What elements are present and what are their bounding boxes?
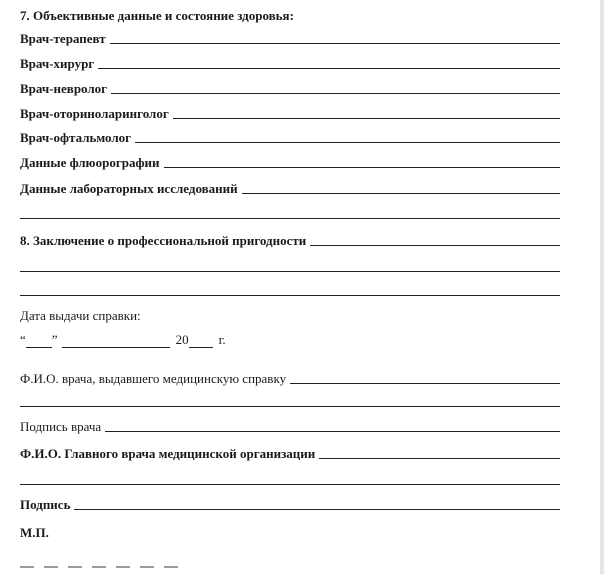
field-signature-line[interactable] xyxy=(74,509,560,510)
field-chief-name-line[interactable] xyxy=(319,458,560,459)
field-lab-tests xyxy=(20,180,560,196)
field-doctor-signature-label: Подпись врача xyxy=(20,419,102,434)
field-neurologist-line[interactable] xyxy=(111,93,560,94)
section-7-heading: 7. Объективные данные и состояние здоровья: xyxy=(20,8,294,23)
field-signature xyxy=(20,496,560,512)
quote-open: “ xyxy=(20,332,26,347)
field-therapist xyxy=(20,30,560,46)
field-signature-label: Подпись xyxy=(20,497,71,512)
field-doctor-signature-line[interactable] xyxy=(105,431,560,432)
field-neurologist-label: Врач-невролог xyxy=(20,81,108,96)
field-ent-line[interactable] xyxy=(173,118,560,119)
quote-close: ” xyxy=(51,332,58,347)
issue-day-blank[interactable] xyxy=(26,335,52,348)
field-neurologist xyxy=(20,80,560,96)
field-chief-name-extra-line[interactable] xyxy=(20,484,560,485)
field-doctor-name-line[interactable] xyxy=(290,383,560,384)
issue-month-blank[interactable] xyxy=(62,335,170,348)
issue-year-blank[interactable] xyxy=(189,335,213,348)
field-ophthalmologist-line[interactable] xyxy=(135,142,560,143)
field-conclusion-extra-line-2[interactable] xyxy=(20,295,560,296)
issue-year-suffix: г. xyxy=(218,332,226,347)
field-doctor-name xyxy=(20,370,560,386)
field-lab-tests-label: Данные лабораторных исследований xyxy=(20,181,238,196)
field-surgeon xyxy=(20,55,560,71)
field-conclusion xyxy=(20,232,560,248)
field-lab-tests-line[interactable] xyxy=(242,193,560,194)
field-doctor-signature xyxy=(20,418,560,434)
field-fluorography-label: Данные флюорографии xyxy=(20,155,160,170)
field-ent-label: Врач-оториноларинголог xyxy=(20,106,169,121)
field-conclusion-line[interactable] xyxy=(310,245,560,246)
field-ophthalmologist xyxy=(20,129,560,145)
cropped-next-line xyxy=(20,566,580,574)
field-fluorography xyxy=(20,154,560,170)
field-surgeon-label: Врач-хирург xyxy=(20,56,95,71)
field-fluorography-line[interactable] xyxy=(164,167,561,168)
section-8-heading: 8. Заключение о профессиональной пригодности xyxy=(20,233,307,248)
issue-year-prefix: 20 xyxy=(175,332,189,347)
field-ophthalmologist-label: Врач-офтальмолог xyxy=(20,130,132,145)
field-ent xyxy=(20,105,560,121)
page-edge-shadow xyxy=(600,0,604,574)
field-chief-name-label: Ф.И.О. Главного врача медицинской организации xyxy=(20,446,316,461)
field-surgeon-line[interactable] xyxy=(98,68,560,69)
field-chief-name xyxy=(20,445,560,461)
field-therapist-label: Врач-терапевт xyxy=(20,31,106,46)
field-doctor-name-extra-line[interactable] xyxy=(20,406,560,407)
field-therapist-line[interactable] xyxy=(110,43,560,44)
issue-date-row xyxy=(20,332,226,348)
field-lab-tests-extra-line[interactable] xyxy=(20,218,560,219)
stamp-label: М.П. xyxy=(20,525,49,540)
field-doctor-name-label: Ф.И.О. врача, выдавшего медицинскую справку xyxy=(20,371,287,386)
issue-date-label: Дата выдачи справки: xyxy=(20,308,141,323)
field-conclusion-extra-line-1[interactable] xyxy=(20,271,560,272)
